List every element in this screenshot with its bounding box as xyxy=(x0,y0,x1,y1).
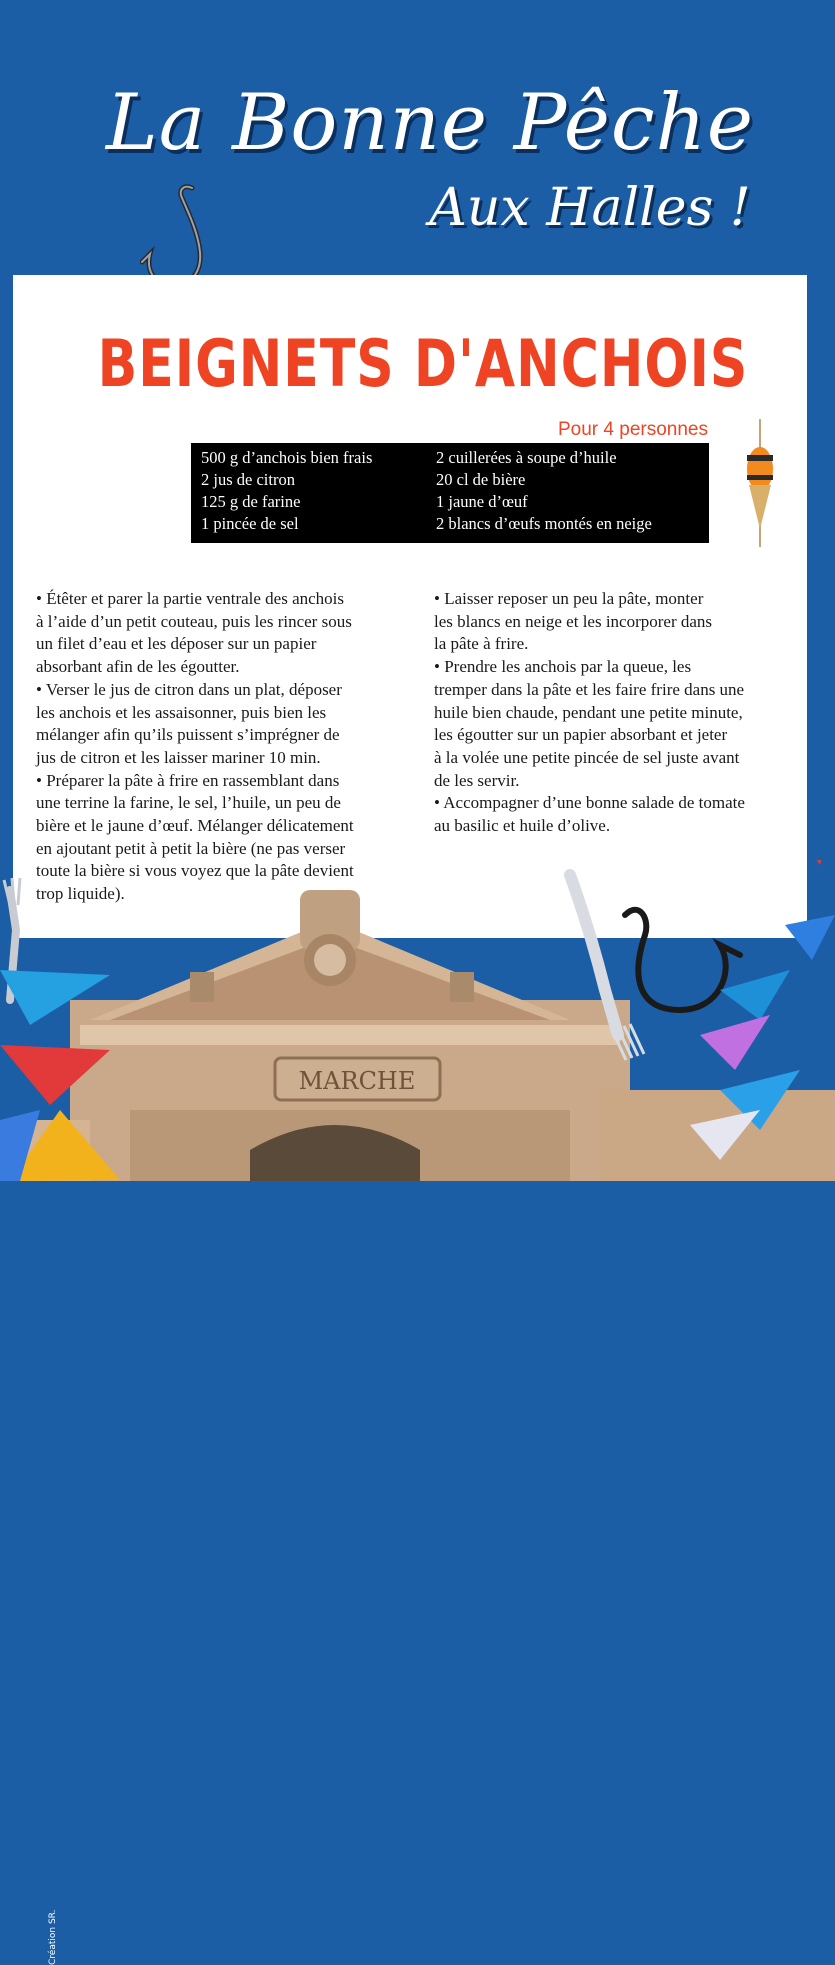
ingredients-right-column xyxy=(436,447,652,535)
ingredient-item: 20 cl de bière xyxy=(436,470,526,489)
ingredient-item: 1 pincée de sel xyxy=(201,514,299,533)
credit-label: Création SR. xyxy=(48,1909,58,1965)
recipe-title: BEIGNETS D'ANCHOIS xyxy=(97,327,749,402)
market-hall-illustration xyxy=(0,860,835,1181)
fishing-float-icon xyxy=(740,419,780,549)
market-sign-text: MARCHE xyxy=(298,1067,416,1095)
step-paragraph: • Prendre les anchois par la queue, les tremper dans la pâte et les faire frire dans une huile bien chaude, pendant une petite minute, les égoutter sur un papier absorbant et jeter à la volée une petite pincée de sel juste avant de les servir. xyxy=(434,657,745,790)
recipe-card xyxy=(13,275,807,938)
step-paragraph: • Étêter et parer la partie ventrale des anchois à l’aide d’un petit couteau, puis les rincer sous un filet d’eau et les déposer sur un papier absorbant afin de les égoutter. xyxy=(36,589,352,677)
page-subtitle: Aux Halles ! xyxy=(429,178,751,238)
design-credit xyxy=(30,1010,58,1965)
ingredient-item: 2 blancs d’œufs montés en neige xyxy=(436,514,652,533)
ingredient-item: 2 jus de citron xyxy=(201,470,295,489)
steps-right-column xyxy=(434,588,804,838)
ingredients-box xyxy=(191,443,709,543)
step-paragraph: • Verser le jus de citron dans un plat, déposer les anchois et les assaisonner, puis bien les mélanger afin qu’ils puissent s’imprégner de jus de citron et les laisser mariner 10 min. xyxy=(36,679,342,767)
ingredient-item: 125 g de farine xyxy=(201,492,301,511)
ingredient-item: 1 jaune d’œuf xyxy=(436,492,528,511)
fish-hook-icon xyxy=(625,910,740,1010)
step-paragraph: • Laisser reposer un peu la pâte, monter les blancs en neige et les incorporer dans la pâte à frire. xyxy=(434,589,713,654)
steps-left-column xyxy=(36,588,426,906)
page-title: La Bonne Pêche xyxy=(105,78,755,168)
step-paragraph: • Accompagner d’une bonne salade de tomate au basilic et huile d’olive. xyxy=(434,793,745,836)
step-paragraph: • Préparer la pâte à frire en rassemblant dans une terrine la farine, le sel, l’huile, un peu de bière et le jaune d’œuf. Mélanger délicatement en ajoutant petit à petit la bière (ne pas verser toute la bière si vous voyez que la pâte devient trop liquide). xyxy=(36,770,354,904)
servings-label: Pour 4 personnes xyxy=(558,419,708,440)
ingredient-item: 500 g d’anchois bien frais xyxy=(201,448,373,467)
ingredient-item: 2 cuillerées à soupe d’huile xyxy=(436,448,617,467)
ingredients-left-column xyxy=(201,447,372,535)
